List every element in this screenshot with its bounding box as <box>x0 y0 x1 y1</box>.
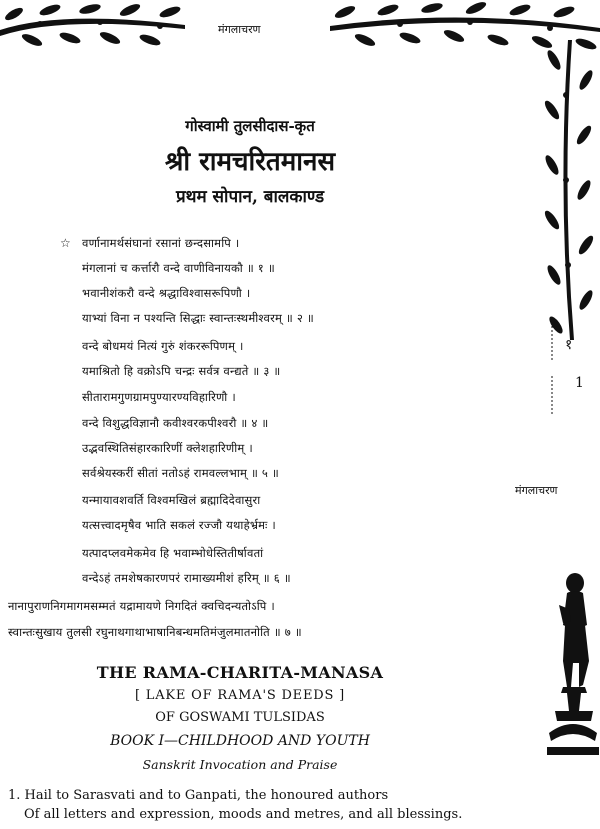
book-heading: BOOK I—CHILDHOOD AND YOUTH <box>110 733 370 749</box>
verse-line: यत्सत्त्वादमृषैव भाति सकलं रज्जौ यथाहेर्भ्रमः । <box>82 518 276 532</box>
translation-line: Of all letters and expression, moods and metres, and all blessings. <box>24 807 463 822</box>
verse-line: सर्वश्रेयस्करीं सीतां नतोऽहं रामवल्लभाम् ॥ ५ ॥ <box>82 466 280 480</box>
hanuman-statue-illustration <box>545 565 600 770</box>
marginal-dotted-frame <box>548 320 600 420</box>
verse-line: वन्देऽहं तमशेषकारणपरं रामाख्यमीशं हरिम् ॥ ६ ॥ <box>82 571 291 585</box>
vine-border-right <box>540 40 600 340</box>
page-title: श्री रामचरितमानस <box>164 147 336 177</box>
verse-line: सीतारामगुणग्रामपुण्यारण्यविहारिणौ । <box>82 390 236 404</box>
verse-line: वन्दे बोधमयं नित्यं गुरुं शंकररूपिणम् । <box>82 339 244 353</box>
verse-line: मंगलानां च कर्त्तारौ वन्दे वाणीविनायकौ ॥ १ ॥ <box>82 261 275 275</box>
verse-line: यन्मायावशवर्ति विश्वमखिलं ब्रह्मादिदेवासुरा <box>82 493 261 507</box>
marginal-number: 1 <box>575 375 584 391</box>
verse-line: वन्दे विशुद्धविज्ञानौ कवीश्वरकपीश्वरौ ॥ ४ ॥ <box>82 416 269 430</box>
verse-line: नानापुराणनिगमागमसम्मतं यद्रामायणे निगदितं क्वचिदन्यतोऽपि । <box>8 599 275 613</box>
english-author-line: OF GOSWAMI TULSIDAS <box>155 710 325 725</box>
side-running-head: मंगलाचरण <box>515 484 558 497</box>
section-heading: Sanskrit Invocation and Praise <box>142 757 338 772</box>
verse-marker-icon: ☆ <box>60 236 71 250</box>
page-subtitle: प्रथम सोपान, बालकाण्ड <box>175 187 325 207</box>
verse-line: स्वान्तःसुखाय तुलसी रघुनाथगाथाभाषानिबन्धमतिमंजुलमातनोति ॥ ७ ॥ <box>8 625 302 639</box>
verse-line: यमाश्रितो हि वक्रोऽपि चन्द्रः सर्वत्र वन्द्यते ॥ ३ ॥ <box>82 364 281 378</box>
english-subtitle: [ LAKE OF RAMA'S DEEDS ] <box>135 688 345 703</box>
vine-border-top-left <box>0 0 185 55</box>
author-line: गोस्वामी तुलसीदास-कृत <box>185 117 315 135</box>
running-head: मंगलाचरण <box>218 23 261 36</box>
english-title: THE RAMA-CHARITA-MANASA <box>96 663 384 682</box>
verse-line: वर्णानामर्थसंघानां रसानां छन्दसामपि । <box>82 236 240 250</box>
verse-line: यत्पादप्लवमेकमेव हि भवाम्भोधेस्तितीर्षावतां <box>82 546 264 560</box>
translation-line: 1. Hail to Sarasvati and to Ganpati, the honoured authors <box>8 788 389 803</box>
verse-line: भवानीशंकरौ वन्दे श्रद्धाविश्वासरूपिणौ । <box>82 286 251 300</box>
verse-line: याभ्यां विना न पश्यन्ति सिद्धाः स्वान्तःस्थमीश्वरम् ॥ २ ॥ <box>82 311 314 325</box>
verse-line: उद्भवस्थितिसंहारकारिणीं क्लेशहारिणीम् । <box>82 441 253 455</box>
marginal-number: १ <box>565 337 573 353</box>
